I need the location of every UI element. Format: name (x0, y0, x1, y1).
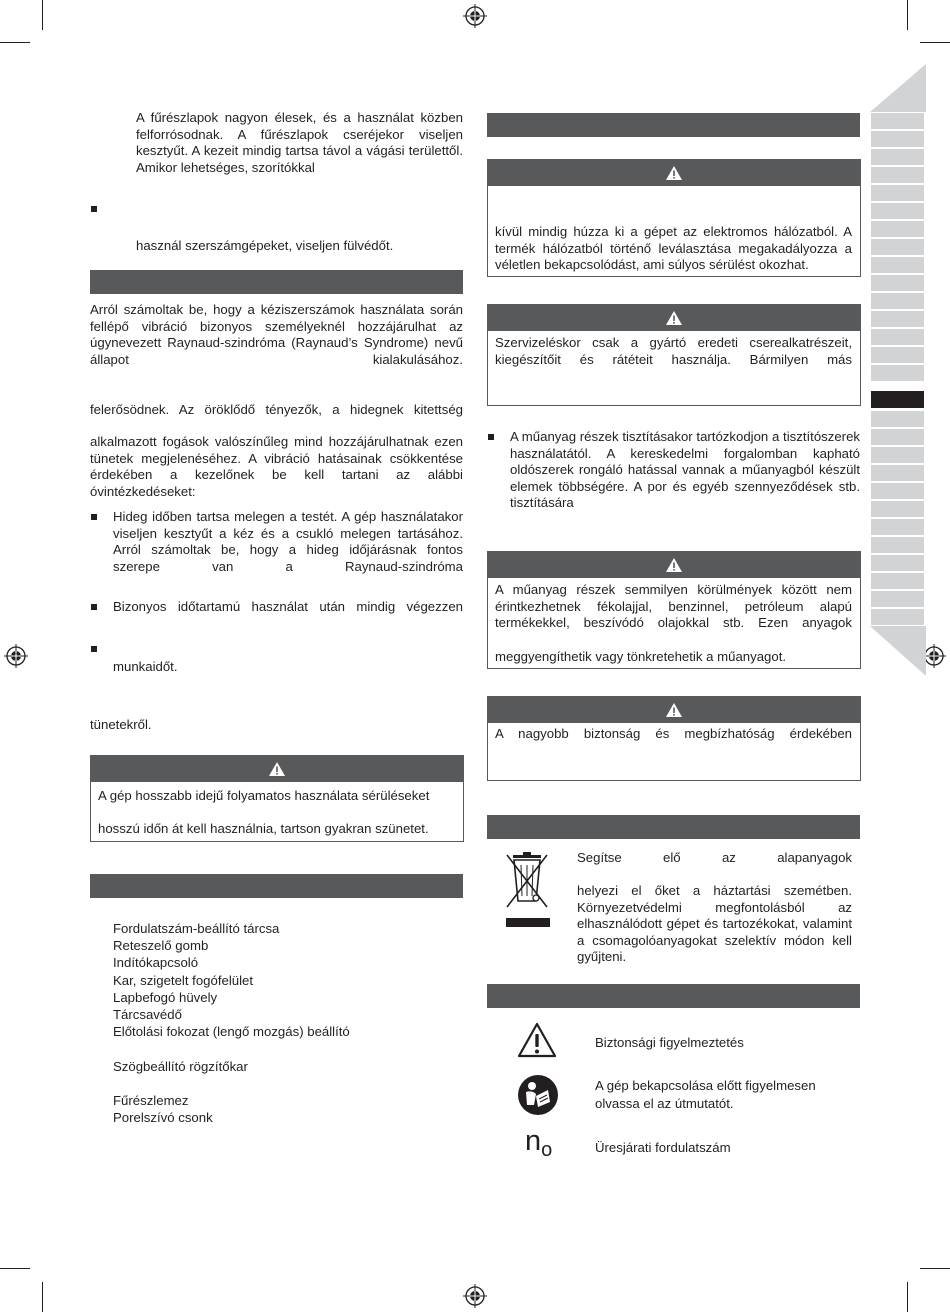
crop-mark (920, 1268, 950, 1269)
cleaning-bullet: A műanyag részek tisztításakor tartózkodjon a tisztítószerek használatától. A kereskedelmi forgalomban kapható oldószerek rongáló hatással vannak a műanyagból készült elemek többségére. A por és egyéb szennyeződések stb. tisztítására (510, 429, 860, 511)
language-tab[interactable] (871, 293, 924, 309)
parts-list (113, 920, 350, 1126)
warning-header (488, 552, 860, 578)
parts-list-item: Fordulatszám-beállító tárcsa (113, 921, 280, 936)
language-tab[interactable] (871, 329, 924, 345)
language-tab[interactable] (871, 275, 924, 291)
vibration-paragraph-continued: felerősödnek. Az öröklődő tényezők, a hidegnek kitettség (90, 402, 463, 417)
parts-list-item: Indítókapcsoló (113, 955, 199, 971)
symbol-description: Üresjárati fordulatszám (595, 1140, 731, 1155)
language-tab[interactable] (871, 311, 924, 327)
warning-triangle-icon (268, 761, 286, 777)
warning-header (488, 305, 860, 331)
registration-mark-icon (4, 644, 28, 668)
section-header-parts (90, 874, 463, 898)
warning-unplug-text: kívül mindig húzza ki a gépet az elektromos hálózatból. A termék hálózatból történő leválasztása megakadályozza a véletlen bekapcsolódást, ami súlyos sérülést okozhat. (495, 224, 852, 273)
vibration-precautions-paragraph: alkalmazott fogások valószínűleg mind hozzájárulhatnak ezen tünetek megjelenéséhez. A vibráció hatásainak csökkentése érdekében a kezelőnek be kell tartani az alábbi óvintézkedéseket: (90, 434, 463, 499)
warning-text-line2: hosszú időn át kell használnia, tartson gyakran szünetet. (98, 821, 429, 836)
crop-mark (42, 1282, 43, 1312)
warning-triangle-icon (665, 310, 683, 326)
bullet-marker (91, 206, 97, 212)
registration-mark-icon (463, 1284, 487, 1308)
language-tab[interactable] (871, 465, 924, 481)
language-tab[interactable] (871, 203, 924, 219)
warning-header (488, 160, 860, 186)
registration-mark-icon (463, 4, 487, 28)
parts-list-item: Reteszelő gomb (113, 938, 209, 954)
warning-reliability-text: A nagyobb biztonság és megbízhatóság érdekében (495, 726, 852, 741)
cold-weather-bullet: Hideg időben tartsa melegen a testét. A gép használatakor viseljen kesztyűt a kéz és a csukló melegen tartásához. Arról számoltak be, hogy a hideg időjárásnak fontos szerepe van a Raynaud-szindróma (113, 509, 463, 574)
symbol-description: A gép bekapcsolása előtt figyelmesen olvassa el az útmutatót. (595, 1078, 816, 1111)
warning-box-continuous-use (90, 755, 464, 842)
language-tab[interactable] (871, 221, 924, 237)
exercise-bullet: Bizonyos időtartamú használat után mindig végezzen (113, 599, 463, 614)
language-tab[interactable] (871, 167, 924, 183)
parts-list-item (113, 1040, 350, 1057)
parts-list-item: Előtolási fokozat (lengő mozgás) beállító (113, 1024, 350, 1040)
parts-list-item: Fűrészlemez (113, 1093, 189, 1108)
crop-mark (907, 0, 908, 30)
language-tab[interactable] (871, 501, 924, 517)
warning-box-reliability (487, 696, 861, 781)
warning-box-plastic (487, 551, 861, 669)
warning-plastic-text-last: meggyengíthetik vagy tönkretehetik a műanyagot. (495, 649, 787, 664)
warning-header (488, 697, 860, 723)
language-tab[interactable] (871, 555, 924, 571)
language-tab[interactable] (871, 113, 924, 129)
warning-triangle-icon (665, 557, 683, 573)
parts-list-item: Lapbefogó hüvely (113, 989, 218, 1005)
warning-triangle-icon (516, 1021, 558, 1059)
warning-triangle-icon (665, 702, 683, 718)
language-tab[interactable] (871, 447, 924, 463)
language-tab[interactable] (871, 609, 924, 625)
symptoms-text: tünetekről. (90, 717, 152, 732)
bullet-marker (91, 514, 97, 520)
language-tab[interactable] (871, 257, 924, 273)
no-load-speed-symbol (525, 1126, 552, 1159)
hearing-protection-text: használ szerszámgépeket, viseljen fülvédőt. (136, 238, 394, 253)
vibration-paragraph: Arról számoltak be, hogy a kéziszerszámok használata során fellépő vibráció bizonyos személyeknél hozzájárulhat az úgynevezett Raynaud-szindróma (Raynaud’s Syndrome) nevű állapot kialakulásához. (90, 302, 463, 367)
crop-mark (0, 42, 30, 43)
bullet-marker (488, 434, 494, 440)
no-load-speed-n: n (525, 1125, 542, 1157)
section-header-symbols (487, 984, 860, 1008)
language-tab[interactable] (871, 347, 924, 363)
warning-spare-parts-text: Szervizeléskor csak a gyártó eredeti cserealkatrészeit, kiegészítőit és rátéteit használja. Bármilyen más (495, 335, 852, 367)
language-tab[interactable] (871, 573, 924, 589)
language-tab[interactable] (871, 239, 924, 255)
language-tab-active[interactable] (871, 391, 924, 408)
section-header-maintenance (487, 113, 860, 137)
language-tab[interactable] (871, 411, 924, 427)
section-header-vibration (90, 270, 463, 294)
language-tab[interactable] (871, 149, 924, 165)
work-time-bullet: munkaidőt. (113, 659, 178, 674)
read-manual-icon (517, 1074, 559, 1116)
parts-list-item: Szögbeállító rögzítőkar (113, 1058, 248, 1074)
warning-triangle-icon (665, 165, 683, 181)
language-tab[interactable] (871, 537, 924, 553)
symbol-description: Biztonsági figyelmeztetés (595, 1035, 744, 1050)
section-header-environment (487, 815, 860, 839)
crop-mark (907, 1282, 908, 1312)
warning-plastic-text: A műanyag részek semmilyen körülmények között nem érintkezhetnek fékolajjal, benzinnel, petróleum alapú termékekkel, beszívódó olajokkal stb. Ezen anyagok (495, 582, 852, 631)
language-tab[interactable] (871, 483, 924, 499)
language-tab[interactable] (871, 131, 924, 147)
warning-header (91, 756, 463, 782)
language-tab[interactable] (871, 365, 924, 381)
language-tab[interactable] (871, 185, 924, 201)
bullet-marker (91, 646, 97, 652)
warning-box-unplug (487, 159, 861, 277)
recycling-text-line1: Segítse elő az alapanyagok (577, 850, 852, 865)
parts-list-item: Tárcsavédő (113, 1007, 182, 1023)
parts-list-item (113, 1075, 350, 1092)
no-load-speed-subscript: o (541, 1139, 553, 1161)
bullet-marker (91, 604, 97, 610)
parts-list-item: Kar, szigetelt fogófelület (113, 972, 254, 988)
parts-list-item: Porelszívó csonk (113, 1110, 213, 1126)
crossed-out-wheelie-bin-icon (503, 851, 551, 929)
language-tab[interactable] (871, 591, 924, 607)
language-tab[interactable] (871, 519, 924, 535)
crop-mark (0, 1268, 30, 1269)
warning-text-line1: A gép hosszabb idejű folyamatos használata sérüléseket (98, 788, 430, 803)
crop-mark (920, 42, 950, 43)
language-tab[interactable] (871, 429, 924, 445)
crop-mark (42, 0, 43, 30)
blade-safety-paragraph: A fűrészlapok nagyon élesek, és a használat közben felforrósodnak. A fűrészlapok cseréjekor viseljen kesztyűt. A kezeit mindig tartsa távol a vágási területtől. Amikor lehetséges, szorítókkal (136, 110, 463, 175)
warning-box-spare-parts (487, 304, 861, 406)
recycling-text: helyezi el őket a háztartási szemétben. Környezetvédelmi megfontolásból az elhasználódott gépet és tartozékokat, valamint a csomagolóanyagokat szelektív módon kell gyűjteni. (577, 883, 852, 965)
